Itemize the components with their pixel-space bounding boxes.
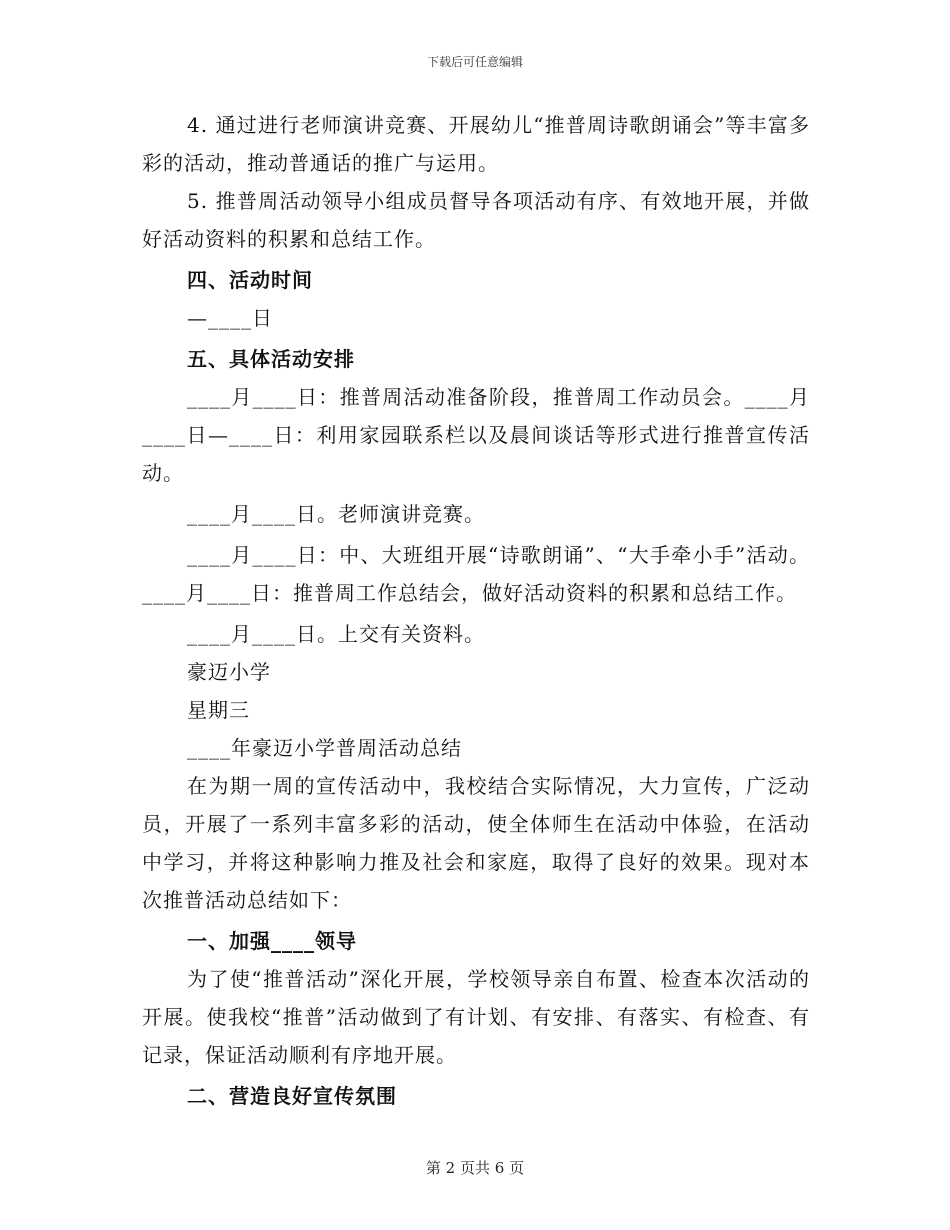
section-heading-leadership: 一、加强____领导	[187, 929, 357, 953]
paragraph-item-5: 5. 推普周活动领导小组成员督导各项活动有序、有效地开展，并做好活动资料的积累和总结工作。	[142, 189, 810, 251]
paragraph-schedule-2: ____月____日。老师演讲竞赛。	[187, 502, 485, 526]
paragraph-schedule-1: ____月____日：推普周活动准备阶段，推普周工作动员会。____月____日—____日：利用家园联系栏以及晨间谈话等形式进行推普宣传活动。	[142, 385, 810, 485]
section-heading-activity-time: 四、活动时间	[187, 268, 313, 292]
document-body	[142, 106, 810, 1115]
paragraph-item-4: 4. 通过进行老师演讲竞赛、开展幼儿“推普周诗歌朗诵会”等丰富多彩的活动，推动普通话的推广与运用。	[142, 113, 810, 175]
page-header: 下载后可任意编辑	[426, 55, 523, 69]
paragraph-activity-date: —____日	[187, 306, 273, 330]
paragraph-schedule-3: ____月____日：中、大班组开展“诗歌朗诵”、“大手牵小手”活动。____月____日：推普周工作总结会，做好活动资料的积累和总结工作。	[142, 543, 810, 605]
paragraph-schedule-4: ____月____日。上交有关资料。	[187, 622, 485, 646]
signature-school: 豪迈小学	[187, 660, 271, 684]
page-footer: 第 2 页共 6 页	[425, 1159, 525, 1177]
section-heading-atmosphere: 二、营造良好宣传氛围	[187, 1084, 397, 1108]
summary-intro: 在为期一周的宣传活动中，我校结合实际情况，大力宣传，广泛动员，开展了一系列丰富多彩的活动，使全体师生在活动中体验，在活动中学习，并将这种影响力推及社会和家庭，取得了良好的效果。现对本次推普活动总结如下：	[142, 774, 810, 912]
summary-title: ____年豪迈小学普周活动总结	[187, 736, 462, 760]
signature-weekday: 星期三	[187, 698, 250, 722]
paragraph-leadership: 为了使“推普活动”深化开展，学校领导亲自布置、检查本次活动的开展。使我校“推普”活动做到了有计划、有安排、有落实、有检查、有记录，保证活动顺利有序地开展。	[142, 967, 810, 1067]
section-heading-schedule: 五、具体活动安排	[187, 347, 355, 371]
